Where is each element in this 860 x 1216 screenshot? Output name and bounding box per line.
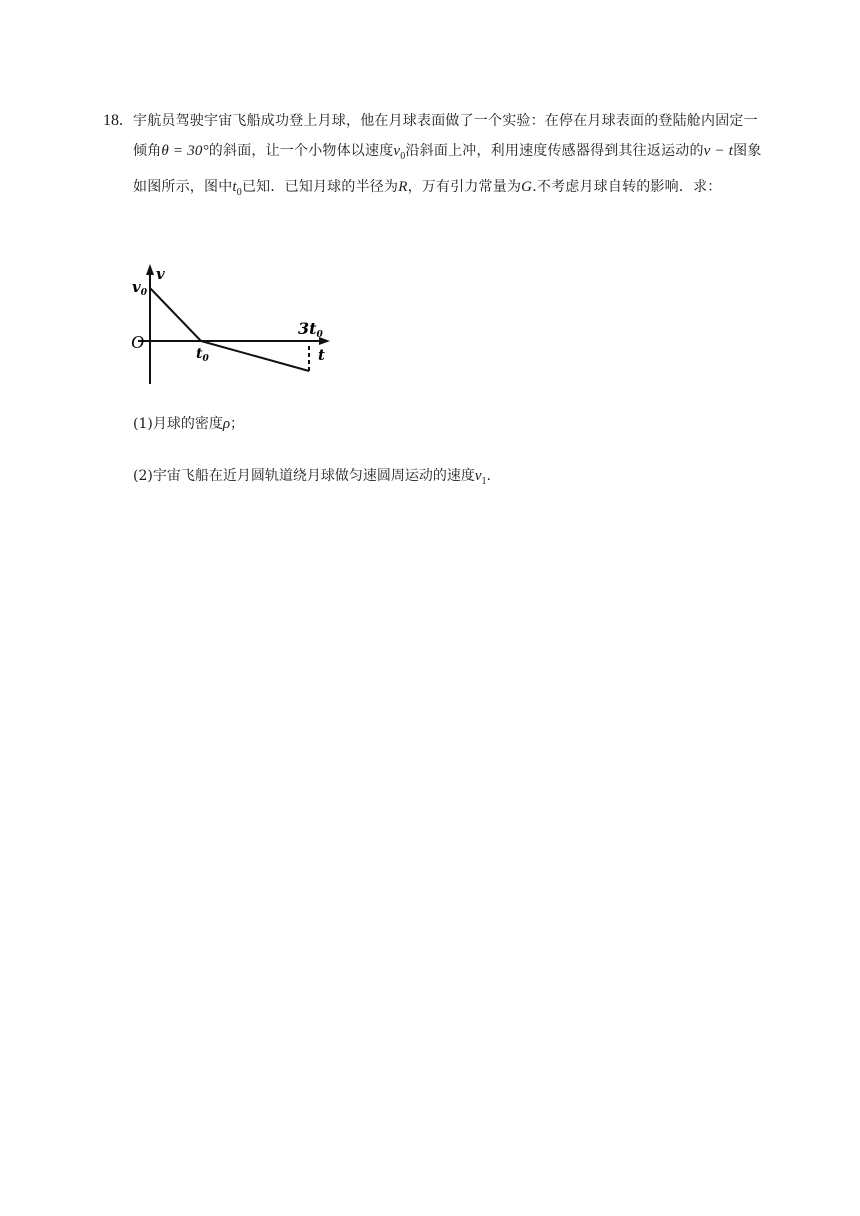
question-number: 18.: [103, 112, 123, 129]
origin-label: O: [131, 332, 144, 352]
stem-text-4: 图象如图所示，图中: [133, 143, 762, 195]
stem-text-5: 已知．已知月球的半径为: [241, 179, 399, 195]
gravity-constant-symbol: G: [521, 179, 533, 195]
v0-label: $v_0$: [132, 278, 147, 298]
v-axis-arrow: [146, 264, 154, 275]
stem-text-2: 的斜面，让一个小物体以速度: [208, 143, 394, 159]
t0-label: $t_0$: [196, 346, 209, 364]
radius-symbol: R: [398, 179, 408, 195]
axis-v-label: v: [156, 265, 165, 283]
stem-text-6: ，万有引力常量为: [407, 179, 522, 195]
t3-label: 3t0: [298, 319, 323, 340]
axis-t-label: t: [318, 346, 325, 364]
vt-graph: [128, 262, 338, 387]
theta-equation: θ = 30°: [161, 143, 209, 159]
stem-text-7: .不考虑月球自转的影响．求：: [532, 179, 722, 195]
question-2: (2)宇宙飞船在近月圆轨道绕月球做匀速圆周运动的速度$v_1$.: [133, 468, 491, 487]
problem-stem: [133, 106, 763, 208]
stem-text-1: 宇航员驾驶宇宙飞船成功登上月球，他在月球表面做了一个实验：在停在月球表面的登陆舱内固定一倾角: [133, 113, 758, 159]
return-line: [201, 341, 309, 371]
t0-symbol: $t_0$: [232, 179, 242, 198]
rho-symbol: ρ: [222, 416, 231, 432]
stem-text-3: 沿斜面上冲，利用速度传感器得到其往返运动的: [405, 143, 704, 159]
deceleration-line: [150, 288, 201, 341]
v0-symbol: $v_0$: [393, 143, 406, 162]
vt-symbol: v − t: [703, 143, 734, 159]
v1-symbol: $v_1$: [474, 468, 487, 487]
question-1: (1)月球的密度ρ；: [133, 416, 245, 432]
problem-18: [103, 106, 763, 208]
